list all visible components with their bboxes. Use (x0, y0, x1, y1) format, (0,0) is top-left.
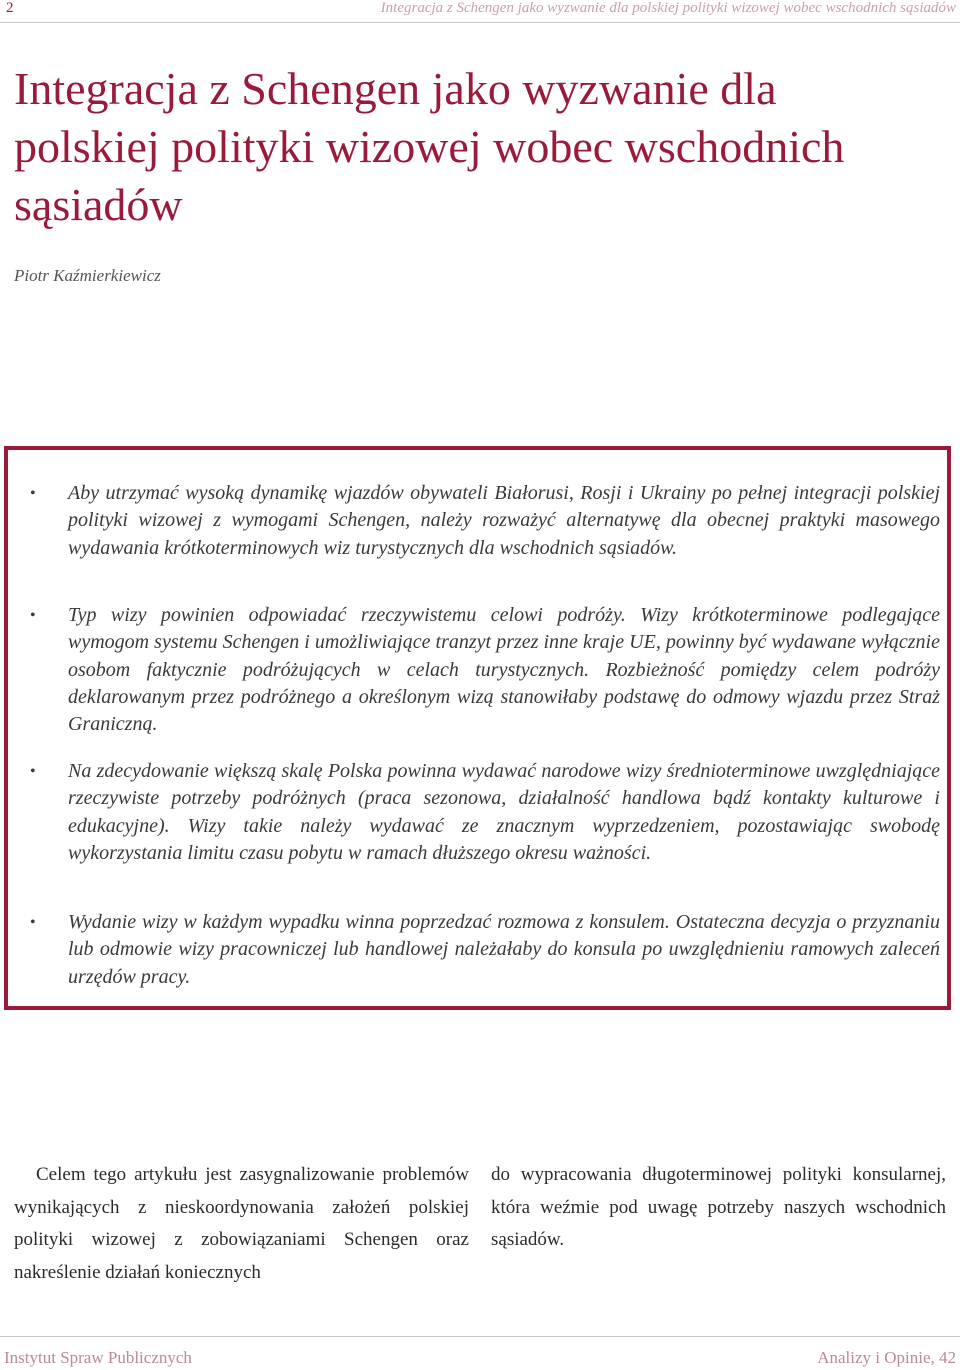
publisher-name: Instytut Spraw Publicznych (4, 1348, 192, 1367)
summary-point-text: Typ wizy powinien odpowiadać rzeczywistemu celowi podróży. Wizy krótkoterminowe podlegające wymogom systemu Schengen i umożliwiające tranzyt przez inne kraje UE, powinny być wydawane wyłącznie osobom faktycznie podróżujących w celach turystycznych. Rozbieżność pomiędzy celem podróży deklarowanym przez podróżnego a określonym wizą stanowiłaby podstawę do odmowy wjazdu przez Straż Graniczną. (68, 604, 940, 736)
bullet-icon: • (30, 607, 36, 624)
page-footer (0, 1336, 960, 1370)
summary-box (4, 446, 951, 1010)
series-name: Analizy i Opinie, 42 (817, 1348, 956, 1367)
bullet-icon: • (30, 763, 36, 780)
bullet-icon: • (30, 914, 36, 931)
page-header (0, 0, 960, 23)
author-name: Piotr Kaźmierkiewicz (14, 266, 161, 285)
running-title: Integracja z Schengen jako wyzwanie dla polskiej polityki wizowej wobec wschodnich sąsiadów (380, 0, 956, 16)
page-number: 2 (6, 0, 14, 16)
summary-point (30, 480, 940, 562)
summary-point-text: Aby utrzymać wysoką dynamikę wjazdów obywateli Białorusi, Rosji i Ukrainy po pełnej integracji polskiej polityki wizowej z wymogami Schengen, należy rozważyć alternatywę dla obecnej praktyki masowego wydawania krótkoterminowych wiz turystycznych dla wschodnich sąsiadów. (68, 482, 940, 559)
summary-point-text: Wydanie wizy w każdym wypadku winna poprzedzać rozmowa z konsulem. Ostateczna decyzja o przyznaniu lub odmowie wizy pracowniczej lub handlowej należałaby do konsula po uwzględnieniu ramowych zaleceń urzędów pracy. (68, 911, 940, 988)
summary-point-text: Na zdecydowanie większą skalę Polska powinna wydawać narodowe wizy średnioterminowe uwzględniające rzeczywiste potrzeby podróżnych (praca sezonowa, działalność handlowa bądź kontakty kulturowe i edukacyjne). Wizy takie należy wydawać ze znacznym wyprzedzeniem, pozostawiając swobodę wykorzystania limitu czasu pobytu w ramach dłuższego okresu ważności. (68, 760, 940, 864)
bullet-icon: • (30, 485, 36, 502)
article-title: Integracja z Schengen jako wyzwanie dla polskiej polityki wizowej wobec wschodnich sąsiadów (14, 63, 845, 230)
summary-point (30, 602, 940, 738)
summary-point (30, 909, 940, 991)
body-column-left: Celem tego artykułu jest zasygnalizowanie problemów wynikających z nieskoordynowania założeń polskiej polityki wizowej z zobowiązaniami Schengen oraz nakreślenie działań koniecznych (14, 1164, 469, 1283)
summary-point (30, 758, 940, 867)
body-column-right: do wypracowania długoterminowej polityki konsularnej, która weźmie pod uwagę potrzeby naszych wschodnich sąsiadów. (491, 1164, 946, 1250)
